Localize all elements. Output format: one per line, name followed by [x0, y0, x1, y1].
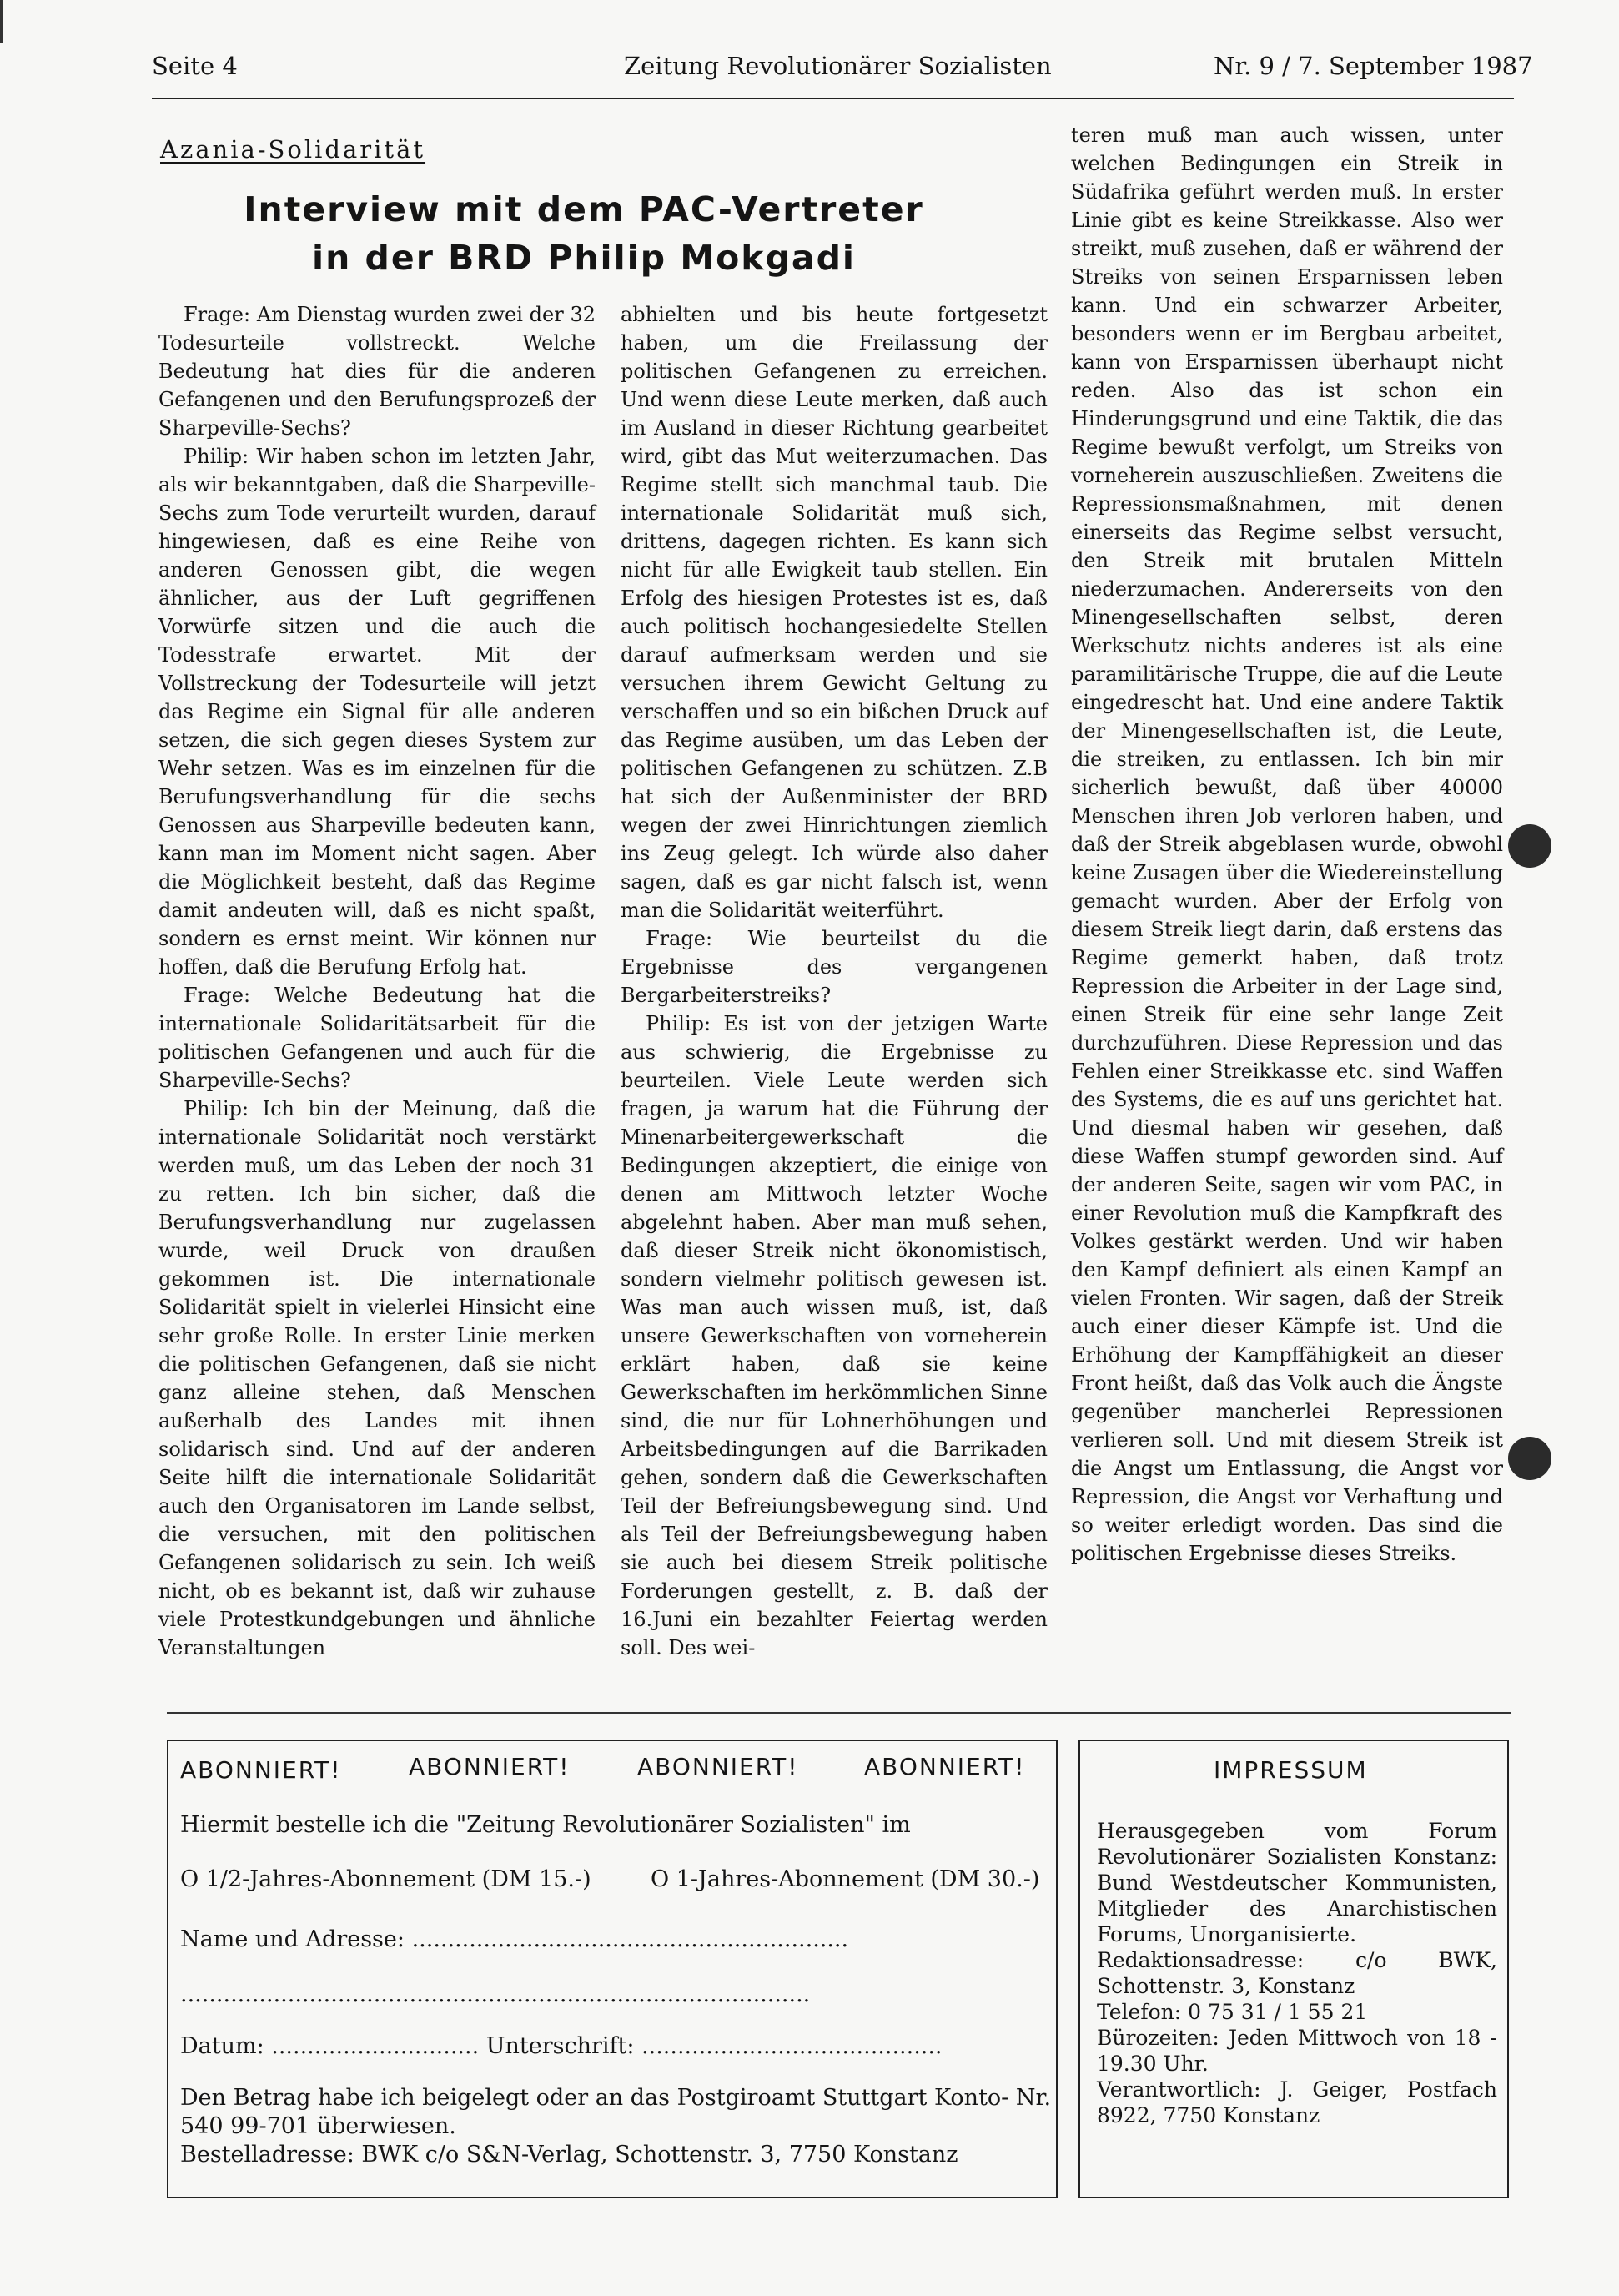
date-signature-field[interactable]: Datum: ............................. Unterschrift: ..........................................	[180, 2033, 943, 2059]
subscribe-heading-2: ABONNIERT!	[409, 1753, 571, 1780]
punch-hole-upper	[1508, 824, 1551, 868]
article-column-2	[621, 300, 1048, 1662]
article-title-line-1: Interview mit dem PAC-Vertreter	[244, 189, 924, 229]
section-divider	[167, 1712, 1511, 1714]
punch-hole-lower	[1508, 1437, 1551, 1480]
half-year-option[interactable]: O 1/2-Jahres-Abonnement (DM 15.-)	[180, 1866, 591, 1892]
answer-3-continued: teren muß man auch wissen, unter welchen Bedingungen ein Streik in Südafrika geführt werden muß. In erster Linie gibt es keine Streikkasse. Also wer streikt, muß zusehen, daß er während der Streiks von seinen Ersparnissen leben kann. Und ein schwarzer Arbeiter, besonders wenn er im Bergbau arbeitet, kann von Ersparnissen überhaupt nicht reden. Also das ist schon ein Hinderungsgrund und eine Taktik, die das Regime bewußt verfolgt, um Streiks von vorneherein auszuschließen. Zweitens die Repressionsmaßnahmen, mit denen einerseits das Regime selbst versucht, den Streik mit brutalen Mitteln niederzumachen. Andererseits von den Minengesellschaften selbst, deren Werkschutz nichts anderes ist als eine paramilitärische Truppe, die auf die Leute eingedrescht hat. Und eine andere Taktik der Minengesellschaften ist, die Leute, die streiken, zu entlassen. Ich bin mir sicherlich bewußt, daß über 40000 Menschen ihren Job verloren haben, und daß der Streik abgeblasen wurde, obwohl keine Zusagen über die Wiedereinstellung gemacht wurden. Aber der Erfolg von diesem Streik liegt darin, daß erstens das Regime gemerkt haben, daß trotz Repression die Arbeiter in der Lage sind, einen Streik für eine sehr lange Zeit durchzuführen. Diese Repression und das Fehlen einer Streikkasse etc. sind Waffen des Systems, die es auf uns gerichtet hat. Und diesmal haben wir gesehen, daß diese Waffen stumpf geworden sind. Auf der anderen Seite, sagen wir vom PAC, in einer Revolution muß die Kampfkraft des Volkes gestärkt werden. Und wir haben den Kampf definiert als einen Kampf an vielen Fronten. Wir sagen, daß der Streik auch einer dieser Kämpfe ist. Und die Erhöhung der Kampffähigkeit an dieser Front heißt, daß das Volk auch die Ängste gegenüber mancherlei Repressionen verlieren soll. Und mit diesem Streik ist die Angst um Entlassung, die Angst vor Repression, die Angst vor Verhaftung und so weiter erledigt worden. Das sind die politischen Ergebnisse dieses Streiks.	[1071, 123, 1503, 1565]
name-address-field[interactable]: Name und Adresse: .............................................................	[180, 1926, 849, 1952]
article-column-3	[1071, 121, 1503, 1568]
impressum-publisher: Herausgegeben vom Forum Revolutionärer Sozialisten Konstanz: Bund Westdeutscher Kommunisten, Mitglieder des Anarchistischen Forums, Unorganisierte.	[1097, 1819, 1497, 1946]
impressum-responsible: Verantwortlich: J. Geiger, Postfach 8922, 7750 Konstanz	[1097, 2077, 1497, 2127]
scan-edge-mark	[0, 0, 3, 43]
article-column-1	[158, 300, 596, 1662]
question-1: Frage: Am Dienstag wurden zwei der 32 Todesurteile vollstreckt. Welche Bedeutung hat dies für die anderen Gefangenen und den Berufungsprozeß der Sharpeville-Sechs?	[158, 303, 596, 440]
subscribe-heading-1: ABONNIERT!	[180, 1756, 342, 1784]
subscribe-heading-3: ABONNIERT!	[637, 1753, 799, 1780]
section-kicker: Azania-Solidarität	[160, 135, 426, 164]
address-continuation-field[interactable]: ........................................................................................	[180, 1981, 811, 2007]
question-2: Frage: Welche Bedeutung hat die internationale Solidaritätsarbeit für die politischen Gefangenen und auch für die Sharpeville-Sechs?	[158, 984, 596, 1092]
subscription-box	[167, 1740, 1058, 2198]
impressum-editorial-address: Redaktionsadresse: c/o BWK, Schottenstr. 3, Konstanz	[1097, 1948, 1497, 1998]
header-rule	[152, 98, 1514, 99]
page-number: Seite 4	[152, 52, 238, 80]
impressum-office-hours: Bürozeiten: Jeden Mittwoch von 18 - 19.30 Uhr.	[1097, 2026, 1497, 2076]
article-title	[192, 185, 976, 282]
newspaper-name: Zeitung Revolutionärer Sozialisten	[624, 52, 1052, 80]
question-3: Frage: Wie beurteilst du die Ergebnisse des vergangenen Bergarbeiterstreiks?	[621, 927, 1048, 1007]
answer-2: Philip: Ich bin der Meinung, daß die internationale Solidarität noch verstärkt werden muß, um das Leben der noch 31 zu retten. Ich bin sicher, daß die Berufungsverhandlung nur zugelassen wurde, weil Druck von draußen gekommen ist. Die internationale Solidarität spielt in vielerlei Hinsicht eine sehr große Rolle. In erster Linie merken die politischen Gefangenen, daß sie nicht ganz alleine stehen, daß Menschen außerhalb des Landes mit ihnen solidarisch sind. Und auf der anderen Seite hilft die internationale Solidarität auch den Organisatoren im Lande selbst, die versuchen, mit den politischen Gefangenen solidarisch zu sein. Ich weiß nicht, ob es bekannt ist, daß wir zuhause viele Protestkundgebungen und ähnliche Veranstaltungen	[158, 1097, 596, 1659]
answer-1: Philip: Wir haben schon im letzten Jahr, als wir bekanntgaben, daß die Sharpeville-Sechs zum Tode verurteilt wurden, darauf hingewiesen, daß es eine Reihe von anderen Genossen gibt, die wegen ähnlicher, aus der Luft gegriffenen Vorwürfe sitzen und die auch die Todesstrafe erwartet. Mit der Vollstreckung der Todesurteile will jetzt das Regime ein Signal für alle anderen setzen, die sich gegen dieses System zur Wehr setzen. Was es im einzelnen für die Berufungsverhandlung für die sechs Genossen aus Sharpeville bedeuten kann, kann man im Moment nicht sagen. Aber die Möglichkeit besteht, daß das Regime damit andeuten will, daß es nicht spaßt, sondern es ernst meint. Wir können nur hoffen, daß die Berufung Erfolg hat.	[158, 445, 596, 979]
payment-line-2: 540 99-701 überwiesen.	[180, 2113, 456, 2139]
answer-3: Philip: Es ist von der jetzigen Warte aus schwierig, die Ergebnisse zu beurteilen. Viele Leute werden sich fragen, ja warum hat die Führung der Minenarbeitergewerkschaft die Bedingungen akzeptiert, die einige von denen am Mittwoch letzter Woche abgelehnt haben. Aber man muß sehen, daß dieser Streik nicht ökonomistisch, sondern vielmehr politisch gewesen ist. Was man auch wissen muß, ist, daß unsere Gewerkschaften von vorneherein erklärt haben, daß sie keine Gewerkschaften im herkömmlichen Sinne sind, die nur für Lohnerhöhungen und Arbeitsbedingungen auf die Barrikaden gehen, sondern daß die Gewerkschaften Teil der Befreiungsbewegung sind. Und als Teil der Befreiungsbewegung haben sie auch bei diesem Streik politische Forderungen gestellt, z. B. daß der 16.Juni ein bezahlter Feiertag werden soll. Des wei-	[621, 1012, 1048, 1659]
impressum-body	[1097, 1818, 1497, 2128]
impressum-box	[1078, 1740, 1509, 2198]
order-address: Bestelladresse: BWK c/o S&N-Verlag, Schottenstr. 3, 7750 Konstanz	[180, 2142, 958, 2168]
subscribe-heading-4: ABONNIERT!	[864, 1753, 1026, 1780]
full-year-option[interactable]: O 1-Jahres-Abonnement (DM 30.-)	[651, 1866, 1040, 1892]
impressum-phone: Telefon: 0 75 31 / 1 55 21	[1097, 2000, 1368, 2024]
article-title-line-2: in der BRD Philip Mokgadi	[312, 238, 856, 278]
payment-line-1: Den Betrag habe ich beigelegt oder an das Postgiroamt Stuttgart Konto- Nr.	[180, 2085, 1052, 2111]
answer-2-continued: abhielten und bis heute fortgesetzt haben, um die Freilassung der politischen Gefangenen zu erreichen. Und wenn diese Leute merken, daß auch im Ausland in dieser Richtung gearbeitet wird, gibt das Mut weiterzumachen. Das Regime stellt sich manchmal taub. Die internationale Solidarität muß sich, drittens, dagegen richten. Es kann sich nicht für alle Ewigkeit taub stellen. Ein Erfolg des hiesigen Protestes ist es, daß auch politisch hochangesiedelte Stellen darauf aufmerksam werden und sie versuchen ihrem Gewicht Geltung zu verschaffen und so ein bißchen Druck auf das Regime ausüben, um das Leben der politischen Gefangenen zu schützen. Z.B hat sich der Außenminister der BRD wegen der zwei Hinrichtungen ziemlich ins Zeug gelegt. Ich würde also daher sagen, daß es gar nicht falsch ist, wenn man die Solidarität weiterführt.	[621, 303, 1048, 922]
impressum-title: IMPRESSUM	[1214, 1756, 1368, 1784]
issue-date: Nr. 9 / 7. September 1987	[1214, 52, 1533, 80]
order-line: Hiermit bestelle ich die "Zeitung Revolutionärer Sozialisten" im	[180, 1812, 911, 1838]
